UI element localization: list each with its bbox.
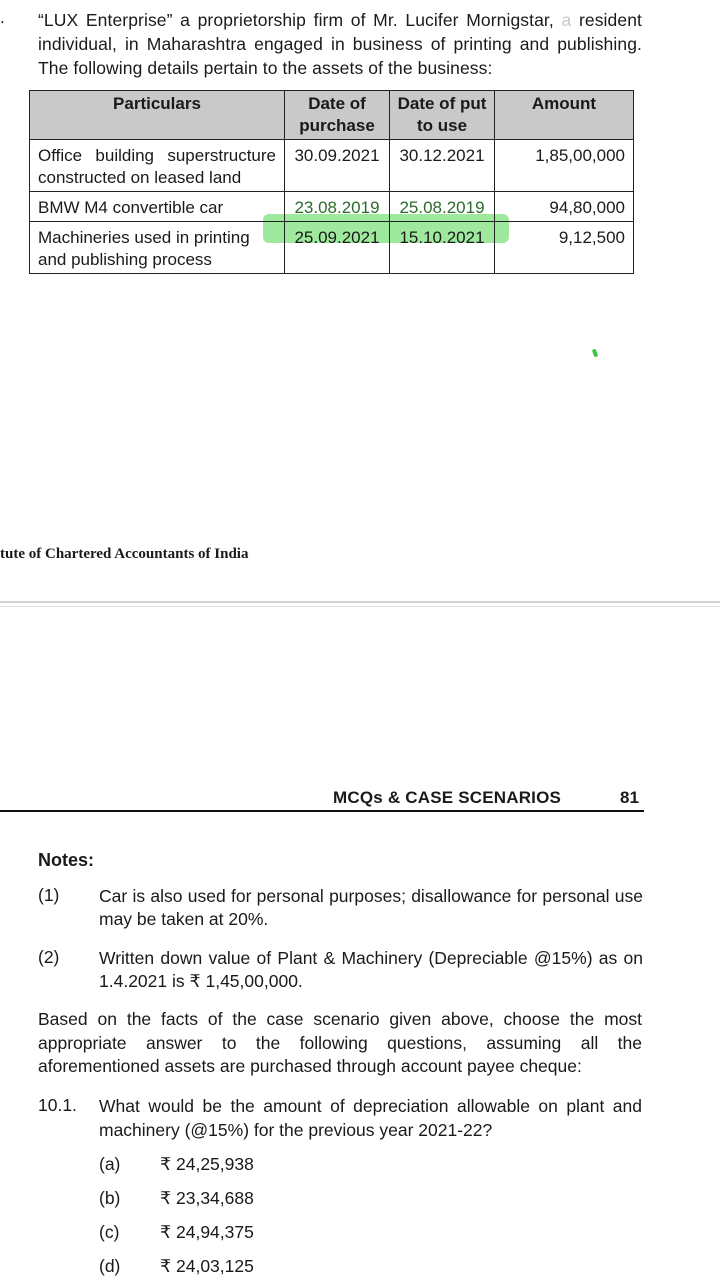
option-label: (d) xyxy=(99,1256,121,1276)
intro-bullet: . xyxy=(0,8,5,27)
highlighter-dot xyxy=(592,349,598,358)
page-separator-shadow xyxy=(0,606,720,607)
running-header-title: MCQs & CASE SCENARIOS xyxy=(333,788,562,807)
table-header-row xyxy=(30,91,634,140)
cell-particulars: Machineries used in printing and publishing process xyxy=(30,222,285,274)
header-date-put-to-use: Date of put to use xyxy=(390,91,495,140)
cell-put-to-use-date: 15.10.2021 xyxy=(390,222,495,274)
cell-amount: 9,12,500 xyxy=(495,222,634,274)
question-number: 10.1. xyxy=(38,1095,77,1115)
option-value: ₹ 24,03,125 xyxy=(160,1256,254,1276)
cell-amount: 94,80,000 xyxy=(495,192,634,222)
cell-particulars: BMW M4 convertible car xyxy=(30,192,285,222)
table-row xyxy=(30,140,634,192)
intro-text-main: “LUX Enterprise” a proprietorship firm of Mr. Lucifer Mornigstar, xyxy=(38,10,554,30)
cell-put-to-use-date: 30.12.2021 xyxy=(390,140,495,192)
question-text: What would be the amount of depreciation allowable on plant and machinery (@15%) for the previous year 2021-22? xyxy=(99,1096,642,1140)
intro-text-faded: a xyxy=(561,10,572,30)
page-number: 81 xyxy=(620,788,639,807)
footer-institute: tute of Chartered Accountants of India xyxy=(0,546,249,562)
note-number: (2) xyxy=(38,947,60,967)
note-text: Written down value of Plant & Machinery (Depreciable @15%) as on 1.4.2021 is ₹ 1,45,00,000. xyxy=(99,948,643,991)
header-date-purchase: Date of purchase xyxy=(285,91,390,140)
option-value: ₹ 24,94,375 xyxy=(160,1222,254,1242)
cell-purchase-date: 23.08.2019 xyxy=(285,192,390,222)
option-label: (b) xyxy=(99,1188,121,1208)
intro-paragraph xyxy=(38,8,642,80)
option-label: (a) xyxy=(99,1154,121,1174)
header-particulars: Particulars xyxy=(30,91,285,140)
note-number: (1) xyxy=(38,885,60,905)
table-row xyxy=(30,192,634,222)
page-separator xyxy=(0,601,720,603)
cell-put-to-use-date: 25.08.2019 xyxy=(390,192,495,222)
instruction-paragraph: Based on the facts of the case scenario given above, choose the most appropriate answer to the following questions, assuming all the aforementioned assets are purchased through account payee cheque: xyxy=(38,1009,642,1076)
option-value: ₹ 23,34,688 xyxy=(160,1188,254,1208)
notes-heading: Notes: xyxy=(38,850,95,870)
cell-purchase-date: 25.09.2021 xyxy=(285,222,390,274)
table-row xyxy=(30,222,634,274)
option-value: ₹ 24,25,938 xyxy=(160,1154,254,1174)
option-label: (c) xyxy=(99,1222,120,1242)
note-text: Car is also used for personal purposes; disallowance for personal use may be taken at 20%. xyxy=(99,886,643,929)
assets-table xyxy=(29,90,634,274)
cell-amount: 1,85,00,000 xyxy=(495,140,634,192)
cell-particulars: Office building superstructure constructed on leased land xyxy=(30,140,285,192)
header-rule xyxy=(0,810,644,812)
header-amount: Amount xyxy=(495,91,634,140)
intro-text-rest: resident individual, in Maharashtra engaged in business of printing and publishing. The following details pertain to the assets of the business: xyxy=(38,10,642,78)
cell-purchase-date: 30.09.2021 xyxy=(285,140,390,192)
